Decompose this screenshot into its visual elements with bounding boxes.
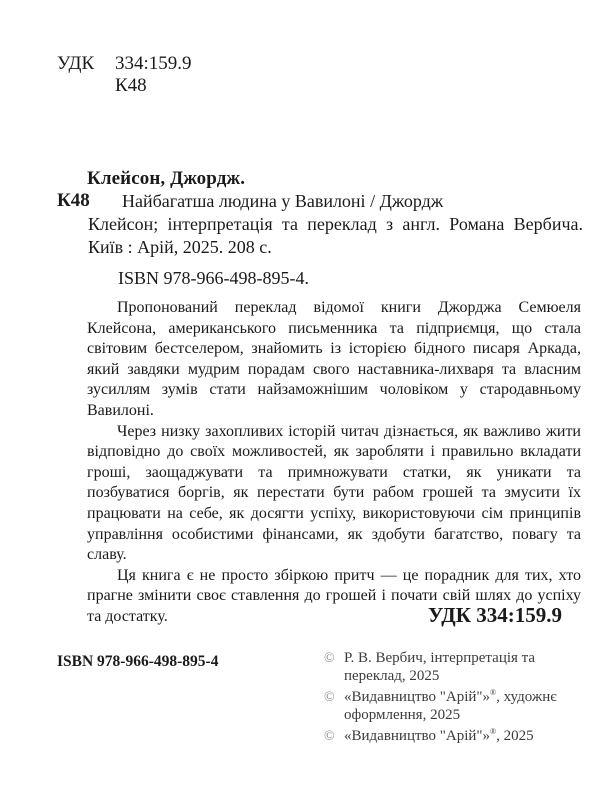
copyright-icon: © — [324, 690, 335, 705]
annotation — [87, 298, 581, 628]
copyright-text — [344, 728, 594, 746]
record-continuation: Клейсон; інтерпретація та переклад з англ. Романа Вербича. Київ : Арій, 2025. 208 с. — [88, 214, 583, 257]
registered-icon: ® — [490, 727, 497, 736]
record-description — [88, 190, 583, 259]
copyright-item-design — [324, 689, 594, 724]
record-isbn: ISBN 978-966-498-895-4. — [118, 268, 309, 288]
publisher-name: «Видавництво "Арій"» — [344, 689, 491, 705]
copyright-suffix: , 2025 — [496, 728, 534, 744]
copyright-icon: © — [324, 651, 335, 666]
copyright-text — [344, 689, 594, 724]
udk-classification-bottom: УДК 334:159.9 — [428, 603, 562, 627]
author-sign-top: К48 — [115, 75, 147, 96]
record-title-line: Найбагатша людина у Вавилоні / Джордж — [122, 191, 444, 211]
copyright-item-publisher — [324, 728, 594, 746]
udk-label: УДК — [57, 53, 95, 74]
udk-row — [57, 53, 192, 75]
copyright-icon: © — [324, 729, 335, 744]
record-author-sign: К48 — [57, 190, 90, 211]
annotation-paragraph-2: Через низку захопливих історій читач дізнається, як важливо жити відповідно до своїх можливостей, як заробляти і правильно вкладати гроші, заощаджувати та примножувати статки, як уникати та позбуватися боргів, як перестати бути рабом грошей та змусити їх працювати на себе, як досягти успіху, використовуючи сім принципів управління особистими фінансами, як здобути багатство, повагу та славу. — [87, 422, 581, 564]
isbn-bottom: ISBN 978-966-498-895-4 — [57, 653, 219, 670]
udk-classification-top — [57, 53, 192, 97]
registered-icon: ® — [490, 688, 497, 697]
copyright-item-translation — [324, 650, 594, 685]
record-author: Клейсон, Джордж. — [87, 168, 246, 189]
udk-code: 334:159.9 — [115, 53, 192, 74]
annotation-paragraph-3: Ця книга є не просто збіркою притч — це порадник для тих, хто прагне змінити своє ставлення до грошей і почати свій шлях до успіху та достатку. — [87, 566, 581, 625]
copyright-list — [324, 650, 594, 750]
copyright-text: Р. В. Вербич, інтерпретація та переклад, 2025 — [344, 650, 536, 684]
publisher-name: «Видавництво "Арій"» — [344, 728, 491, 744]
annotation-paragraph-1: Пропонований переклад відомої книги Джорджа Семюеля Клейсона, американського письменника та підприємця, що стала світовим бестселером, знайомить із історією бідного писаря Аркада, який завдяки мудрим порадам свого наставника-лихваря та власним зусиллям зумів стати найзаможнішим чоловіком у стародавньому Вавилоні. — [87, 299, 581, 419]
copyright-suffix: , художнє оформлення, 2025 — [344, 689, 557, 723]
